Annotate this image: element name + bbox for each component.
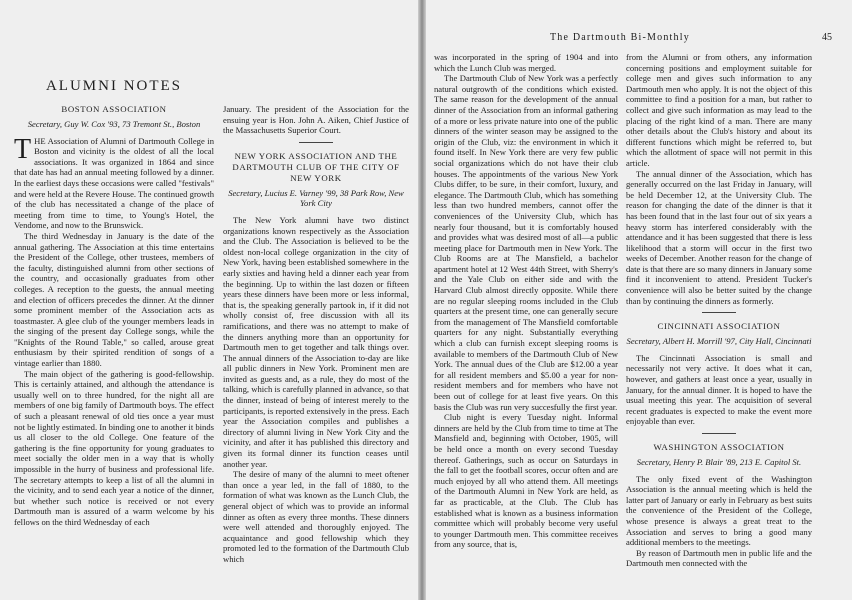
washington-paragraph-1: The only fixed event of the Washington Association is the annual meeting which is held the latter part of January or early in February as best suits the convenience of the President of the College, whose presence is always a great treat to the Association and serves to bring a good many additional members to the meetings. xyxy=(626,473,812,548)
newyork-heading: NEW YORK ASSOCIATION AND THE DARTMOUTH CLUB OF THE CITY OF NEW YORK xyxy=(232,150,400,183)
left-column-2 xyxy=(223,104,409,565)
boston-continuation: January. The president of the Association for the ensuing year is Hon. John A. Aiken, Chief Justice of the Massachusetts Superior Court. xyxy=(223,104,409,136)
club-paragraph-3: Club night is every Tuesday night. Informal dinners are held by the Club from time to time at The Mansfield and, beginning with October, 1905, will be held once a month on every second Tuesday thereof. Gatherings, such as occur on Saturdays in the fall to get the football scores, occur often and are much enjoyed by all who attend them. All meetings of the Dartmouth Alumni in New York are held, as far as practicable, at the Club. The Club has established what is known as a business information committee which will probably become very useful to younger Dartmouth men. This committee receives from any source, that is, xyxy=(434,412,618,550)
washington-heading: WASHINGTON ASSOCIATION xyxy=(653,442,785,452)
cincinnati-paragraph-1: The Cincinnati Association is small and necessarily not very active. It does what it can, however, and gathers at least once a year, usually in January, for the annual dinner. It is hoped to have the usual meeting this year. The acquisition of several recent graduates is expected to make the event more enjoyable than ever. xyxy=(626,352,812,427)
right-page xyxy=(426,0,852,600)
newyork-paragraph-1: The New York alumni have two distinct organizations known respectively as the Association and the Club. The Association is believed to be the oldest non-local college organization in the city of New York, having been established somewhere in the early sixties and having held a dinner each year from the beginning. Up to within the last dozen or fifteen years these dinners have been more or less informal, that is, the speaking generally partook in, if it did not wholly consist of, free discussion with all its ramifications, and there was no attempt to make of the dinners anything more than an opportunity for Dartmouth men to get together and talk things over. The annual dinners of the Association to-day are like all public dinners in New York. Prominent men are invited as guests and, as a rule, they do most of the talking, which is carefully planned in advance, so that the dinner, instead of being of interest merely to the participants, is reported extensively in the press. Each year the Association compiles and publishes a directory of alumni living in New York City and the vicinity, and after it has published this directory and given its formal dinner its function ceases until another year. xyxy=(223,214,409,469)
boston-paragraph-2: The third Wednesday in January is the date of the annual gathering. The Association at this time entertains the President of the College, other trustees, members of the faculty, distinguished alumni from other sections of the country, and occasionally graduates from other colleges. A reception to the guests, the annual meeting and election of officers precedes the dinner. At the dinner some prominent member of the Association acts as toastmaster. A glee club of the younger members leads in the singing of the present day College songs, while the "Knights of the Round Table," so called, arouse great enthusiasm by their spirited rendition of songs of a vintage earlier than 1880. xyxy=(14,230,214,369)
page-gutter xyxy=(418,0,426,600)
club-paragraph-4: from the Alumni or from others, any information concerning positions and employment suitable for college men and gives such information to any Dartmouth men who apply. It is not the object of this committee to find a position for a man, but rather to collect and give such information as may lead to the placing of the right kind of a man. There are many other details about the Club's history and about its different functions which might be referred to, but which the allotment of space will not permit in this article. xyxy=(626,52,812,168)
section-divider xyxy=(702,312,736,313)
running-header: The Dartmouth Bi-Monthly xyxy=(550,32,690,43)
page-number: 45 xyxy=(822,32,832,43)
section-divider xyxy=(299,142,333,143)
club-paragraph-2: The Dartmouth Club of New York was a perfectly natural outgrowth of the conditions which existed. The same reason for the development of the annual dinner of the Association from an informal gathering of a more or less private nature into one of the public dinners of the winter season may be assigned to the origin of the Club, viz: the environment in which it found itself. In New York there are very few public social organizations which do not have their club houses. The appointments of the various New York Clubs differ, to be sure, in their comfort, luxury, and elegance. The Dartmouth Club, which has something less than two hundred members, cannot offer the conveniences of the University Club, which has nearly four thousand, but it is comfortably housed and provides what was desired most of all—a public meeting place for Dartmouth men in New York. The Club Rooms are at The Mansfield, a bachelor apartment hotel at 12 West 44th Street, with Sherry's and the Yale Club on either side and with the Harvard Club almost directly opposite. While there are no regular sleeping rooms included in the Club quarters at the present time, one can generally secure from the management of The Mansfield comfortable quarters for any night. Substantially everything which a club can furnish except sleeping rooms is available to members of the Dartmouth Club of New York. The annual dues of the Club are $12.00 a year for all resident members and $5.00 a year for non-resident members and for members who have not been out of college for at least five years. On this basis the Club was run very succesfully the first year. xyxy=(434,73,618,412)
section-divider xyxy=(702,433,736,434)
club-paragraph-1: was incorporated in the spring of 1904 and into which the Lunch Club was merged. xyxy=(434,52,618,73)
newyork-paragraph-2: The desire of many of the alumni to meet oftener than once a year led, in the fall of 1880, to the formation of what was known as the Lunch Club, the general object of which was to provide an informal dinner as often as every three months. These dinners were well attended and thoroughly enjoyed. The acquaintance and good fellowship which they promoted led to the formation of the Dartmouth Club which xyxy=(223,469,409,564)
dropcap: T xyxy=(14,133,32,165)
club-paragraph-5: The annual dinner of the Association, which has generally occurred on the last Friday in January, will be held December 12, at the University Club. The reason for changing the date of the dinner is that it has been found that in the last four out of six years a heavy storm has interfered considerably with the attendance and it has been suggested that there is less likelihood that a storm will occur in the first two weeks of December. Another reason for the change of date is that there are so many dinners in January some find it inconvenient to attend. President Tucker's convenience will also be better suited by the change than by continuing the dinners as formerly. xyxy=(626,168,812,306)
page-title: ALUMNI NOTES xyxy=(45,78,183,94)
boston-byline: Secretary, Guy W. Cox '93, 73 Tremont St., Boston xyxy=(27,119,201,129)
washington-paragraph-2: By reason of Dartmouth men in public life and the Dartmouth men connected with the xyxy=(626,547,812,569)
cincinnati-byline: Secretary, Albert H. Morrill '97, City Hall, Cincinnati xyxy=(626,336,812,347)
washington-byline: Secretary, Henry P. Blair '89, 213 E. Capitol St. xyxy=(636,457,802,467)
left-page xyxy=(0,0,418,600)
boston-heading: BOSTON ASSOCIATION xyxy=(61,104,167,114)
cincinnati-heading: CINCINNATI ASSOCIATION xyxy=(657,321,781,332)
right-column-2 xyxy=(626,52,812,569)
right-column-1 xyxy=(434,52,618,550)
newyork-byline: Secretary, Lucius E. Varney '99, 38 Park Row, New York City xyxy=(228,187,404,209)
boston-paragraph-1: THE Association of Alumni of Dartmouth College in Boston and vicinity is the oldest of all the local associations. It was organized in 1864 and since that date has had an annual meeting followed by a dinner. In the earliest days these occasions were called "festivals" and were held at the Revere House. The continued growth of the club has necessitated a change of the place of meeting from time to time, to Young's Hotel, the Vendome, and now to the Brunswick. xyxy=(14,133,214,231)
left-column-1 xyxy=(14,104,214,528)
boston-paragraph-3: The main object of the gathering is good-fellowship. This is certainly attained, and although the attendance is usually well on to three hundred, for the night all are members of one big family of Dartmouth boys. The effect of such a pleasant renewal of old ties once a year must not be lightly estimated. In binding one to another it binds us all closer to the old College. One feature of the gathering is the fine opportunity for young graduates to meet socially the older men in a way that is wholly impossible in the hurry of business and professional life. The secretary attempts to keep a list of all the alumni in the vicinity, and to send each year a notice of the dinner, but whether such notice is received or not every Dartmouth man is assured of a warm welcome by his fellows on the third Wednesday of each xyxy=(14,368,214,527)
